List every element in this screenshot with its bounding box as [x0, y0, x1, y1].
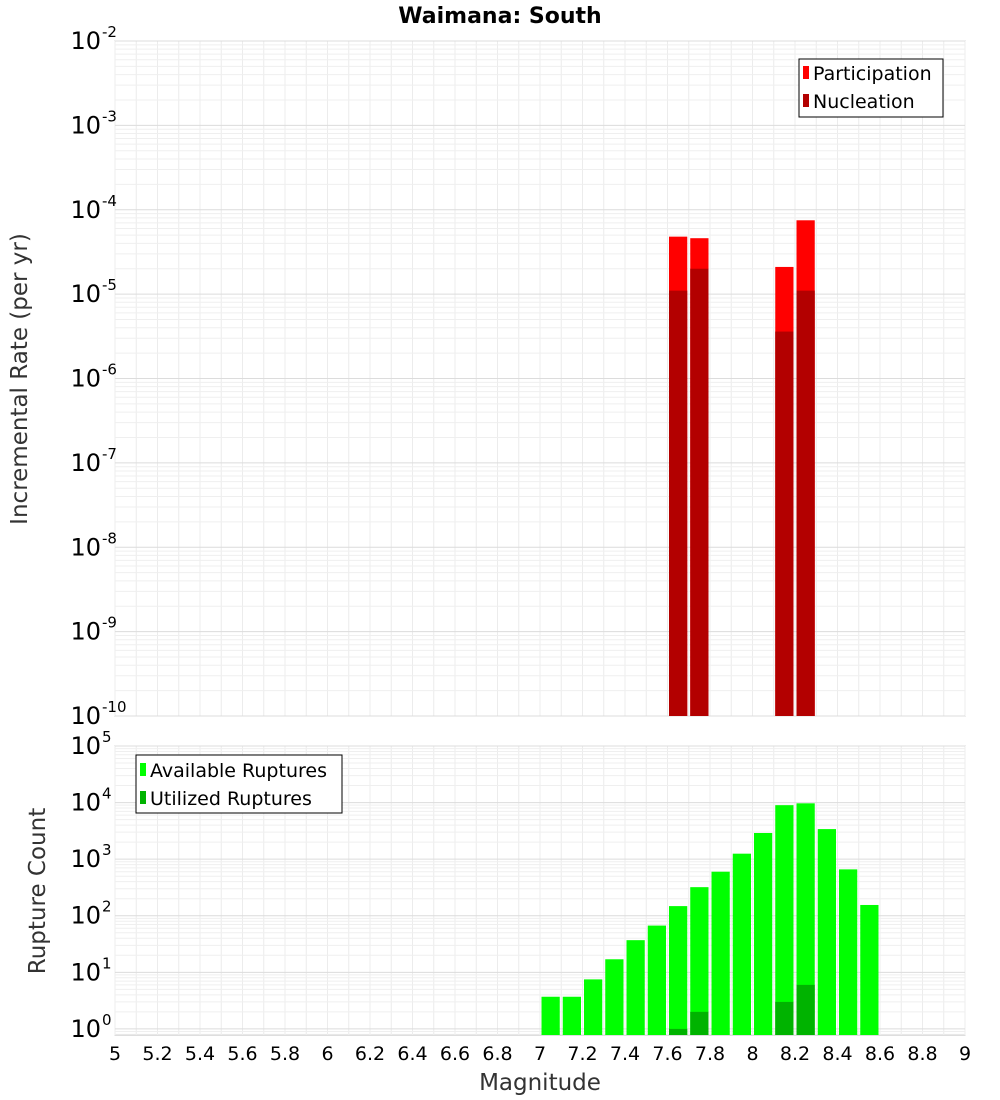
- count-y-tick-exp: 2: [102, 897, 112, 916]
- rate-y-tick-base: 10: [70, 111, 101, 140]
- rate-y-tick-exp: -5: [102, 276, 117, 295]
- count-bar-series0: [627, 940, 645, 1035]
- legend-label-available: Available Ruptures: [150, 760, 327, 782]
- count-bar-series0: [563, 997, 581, 1035]
- rate-y-tick-exp: -10: [102, 698, 127, 716]
- count-y-tick-base: 10: [70, 732, 101, 760]
- rate-bar-series1: [690, 269, 708, 716]
- legend-swatch-utilized: [140, 791, 146, 804]
- count-bar-series0: [860, 905, 878, 1035]
- count-y-tick-exp: 4: [102, 784, 112, 803]
- rate-grid: [115, 41, 965, 716]
- x-tick-label: 7.4: [609, 1043, 641, 1065]
- count-bar-series0: [839, 869, 857, 1035]
- x-tick-label: 5.2: [142, 1043, 173, 1065]
- count-bar-series0: [712, 872, 730, 1035]
- rate-y-tick-base: 10: [70, 448, 101, 477]
- rate-y-tick-base: 10: [70, 27, 101, 55]
- x-axis-label: Magnitude: [479, 1070, 601, 1096]
- rate-y-tick-exp: -7: [102, 444, 117, 463]
- rate-y-tick-base: 10: [70, 364, 101, 393]
- chart-title: Waimana: South: [398, 4, 602, 29]
- x-tick-label: 8.8: [907, 1043, 938, 1065]
- count-bar-series1: [690, 1012, 708, 1035]
- count-bar-series0: [733, 854, 751, 1035]
- rate-panel: [7, 23, 965, 730]
- count-x-ticks: [109, 1043, 971, 1065]
- count-y-tick-base: 10: [70, 901, 101, 930]
- x-tick-label: 5.4: [184, 1043, 216, 1065]
- count-bar-series0: [584, 979, 602, 1035]
- legend-swatch-available: [140, 763, 146, 776]
- x-tick-label: 9: [958, 1043, 972, 1065]
- rate-y-tick-exp: -8: [102, 529, 117, 548]
- x-tick-label: 7: [533, 1043, 547, 1065]
- rate-y-axis-label: Incremental Rate (per yr): [7, 233, 33, 525]
- x-tick-label: 6.8: [482, 1043, 513, 1065]
- count-y-tick-base: 10: [70, 958, 101, 987]
- x-tick-label: 8: [746, 1043, 759, 1065]
- rate-y-tick-exp: -3: [102, 107, 117, 126]
- rate-y-tick-base: 10: [70, 617, 101, 646]
- count-y-ticks: [70, 728, 111, 1043]
- count-y-tick-exp: 3: [102, 841, 112, 860]
- rate-y-tick-exp: -9: [102, 613, 117, 632]
- rate-y-tick-exp: -2: [102, 23, 117, 41]
- rate-bar-series1: [775, 332, 793, 716]
- x-tick-label: 6.4: [397, 1043, 428, 1065]
- x-tick-label: 7.2: [567, 1043, 598, 1065]
- rate-y-tick-base: 10: [70, 195, 101, 224]
- count-bar-series0: [818, 829, 836, 1035]
- x-tick-label: 5: [108, 1043, 122, 1065]
- x-tick-label: 6.6: [439, 1043, 471, 1065]
- count-y-tick-base: 10: [70, 845, 101, 874]
- count-y-tick-exp: 5: [102, 728, 112, 746]
- x-tick-label: 5.8: [269, 1043, 301, 1065]
- x-tick-label: 6.2: [354, 1043, 386, 1065]
- count-panel: [25, 728, 971, 1096]
- count-y-tick-base: 10: [70, 1014, 101, 1043]
- x-tick-label: 6: [321, 1043, 334, 1065]
- x-tick-label: 8.4: [822, 1043, 853, 1065]
- rate-y-tick-base: 10: [70, 702, 101, 730]
- rate-y-tick-exp: -4: [102, 191, 117, 210]
- count-bar-series0: [754, 833, 772, 1035]
- count-bar-series0: [605, 959, 623, 1035]
- count-y-tick-base: 10: [70, 788, 101, 817]
- legend-label-nucleation: Nucleation: [813, 91, 915, 113]
- count-bar-series0: [669, 906, 687, 1035]
- rate-y-tick-exp: -6: [102, 360, 117, 379]
- count-y-tick-exp: 0: [102, 1010, 112, 1029]
- legend-swatch-nucleation: [803, 94, 809, 107]
- x-tick-label: 7.6: [652, 1043, 683, 1065]
- count-bar-series1: [775, 1002, 793, 1035]
- x-tick-label: 8.6: [864, 1043, 896, 1065]
- x-tick-label: 5.6: [227, 1043, 258, 1065]
- count-bar-series0: [542, 997, 560, 1035]
- x-tick-label: 8.2: [779, 1043, 811, 1065]
- legend-label-participation: Participation: [813, 63, 932, 85]
- count-legend: [136, 755, 342, 813]
- count-y-axis-label: Rupture Count: [25, 807, 51, 975]
- rate-legend: [799, 59, 943, 117]
- x-tick-label: 7.8: [694, 1043, 726, 1065]
- legend-label-utilized: Utilized Ruptures: [150, 788, 312, 810]
- legend-swatch-participation: [803, 66, 809, 79]
- count-bar-series0: [775, 805, 793, 1035]
- rate-bar-series1: [669, 291, 687, 716]
- rate-y-tick-base: 10: [70, 533, 101, 562]
- count-y-tick-exp: 1: [102, 954, 112, 973]
- count-bar-series1: [797, 985, 815, 1035]
- rate-y-tick-base: 10: [70, 280, 101, 309]
- rate-bar-series1: [797, 291, 815, 716]
- count-bar-series0: [648, 926, 666, 1035]
- count-bar-series1: [669, 1029, 687, 1035]
